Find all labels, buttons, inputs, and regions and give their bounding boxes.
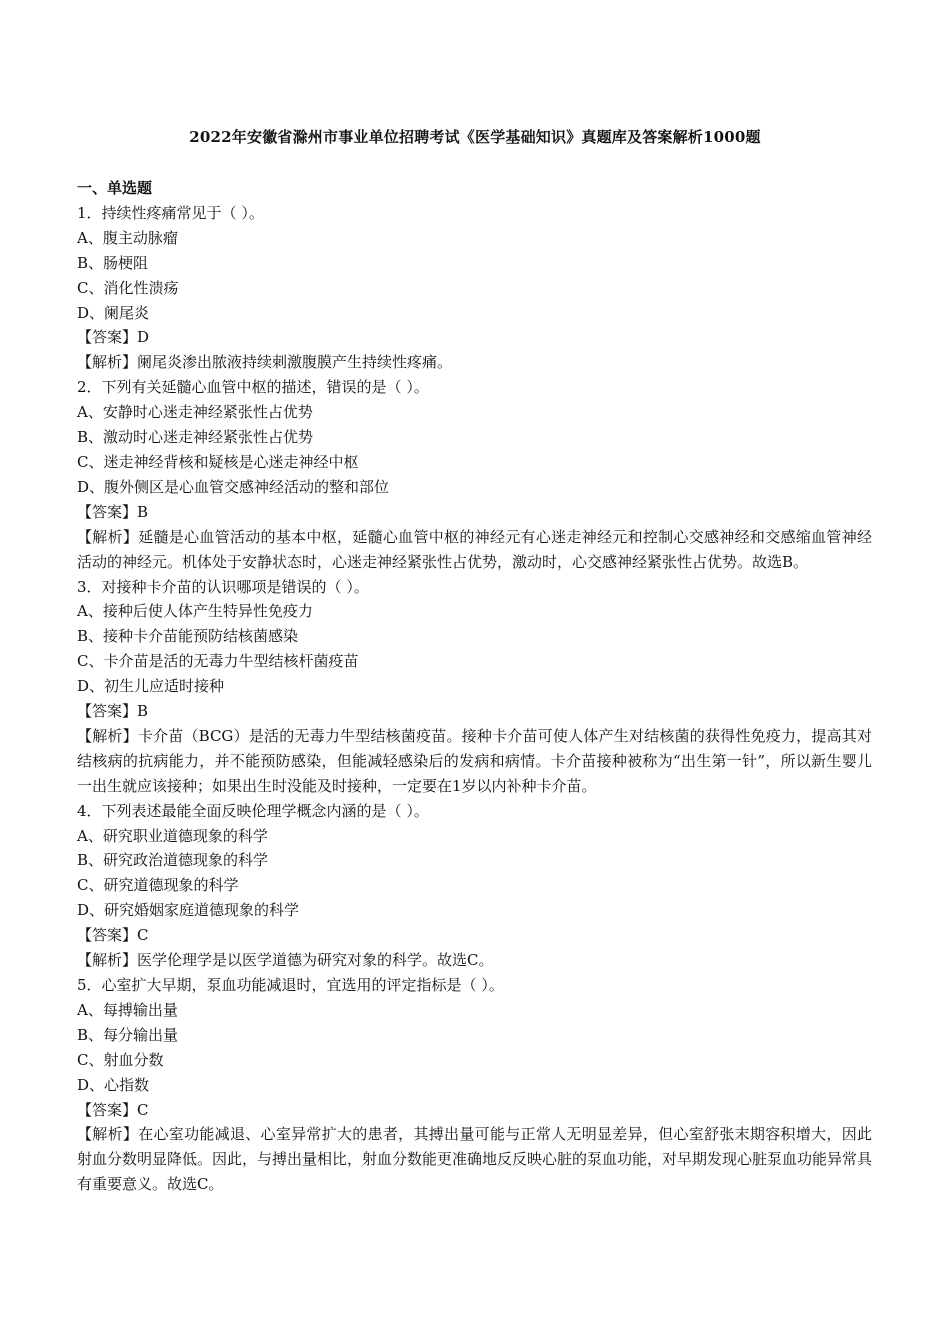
answer-prefix: 【答案】 — [77, 502, 138, 521]
question-block — [77, 575, 872, 799]
question-block — [77, 799, 872, 973]
option-c: C、研究道德现象的科学 — [77, 876, 239, 895]
option-c: C、消化性溃疡 — [77, 278, 179, 297]
explain-prefix: 【解析】 — [77, 353, 138, 372]
answer-line — [77, 923, 872, 948]
answer-line — [77, 699, 872, 724]
option-b: B、激动时心迷走神经紧张性占优势 — [77, 428, 314, 447]
answer-value: B — [137, 702, 149, 721]
answer-prefix: 【答案】 — [77, 328, 138, 347]
option-a: A、安静时心迷走神经紧张性占优势 — [77, 403, 313, 422]
option-a: A、每搏输出量 — [77, 1000, 178, 1019]
option-a: A、研究职业道德现象的科学 — [77, 826, 268, 845]
explanation-text: 在心室功能减退、心室异常扩大的患者，其搏出量可能与正常人无明显差异，但心室舒张末期容积增大，因此射血分数明显降低。因此，与搏出量相比，射血分数能更准确地反反映心脏的泵血功能，对早期发现心脏泵血功能异常具有重要意义。故选C。 — [77, 1125, 873, 1194]
question-block — [77, 375, 872, 574]
answer-line — [77, 325, 872, 350]
section-heading: 一、单选题 — [77, 179, 153, 197]
document-title: 2022年安徽省滁州市事业单位招聘考试《医学基础知识》真题库及答案解析1000题 — [189, 128, 761, 146]
explanation — [77, 948, 872, 973]
answer-value: B — [137, 502, 149, 521]
explanation — [77, 350, 872, 375]
answer-prefix: 【答案】 — [77, 702, 138, 721]
option-d: D、腹外侧区是心血管交感神经活动的整和部位 — [77, 477, 390, 496]
explanation — [77, 1122, 872, 1197]
question-stem: 4．下列表述最能全面反映伦理学概念内涵的是（ ）。 — [77, 801, 429, 820]
explain-prefix: 【解析】 — [77, 726, 138, 745]
explanation — [77, 525, 872, 575]
answer-value: C — [137, 1100, 149, 1119]
explain-prefix: 【解析】 — [77, 1125, 139, 1144]
option-b: B、接种卡介苗能预防结核菌感染 — [77, 627, 299, 646]
option-a: A、腹主动脉瘤 — [77, 228, 178, 247]
question-stem: 3．对接种卡介苗的认识哪项是错误的（ ）。 — [77, 577, 369, 596]
question-stem: 5．心室扩大早期，泵血功能减退时，宜选用的评定指标是（ ）。 — [77, 976, 504, 994]
explanation-text: 卡介苗（BCG）是活的无毒力牛型结核菌疫苗。接种卡介苗可使人体产生对结核菌的获得性免疫力，提高其对结核病的抗病能力，并不能预防感染，但能减轻感染后的发病和病情。卡介苗接种被称为“出生第一针”，所以新生婴儿一出生就应该接种；如果出生时没能及时接种，一定要在1岁以内补种卡介苗。 — [77, 726, 872, 795]
answer-prefix: 【答案】 — [77, 926, 138, 945]
option-d: D、心指数 — [77, 1075, 150, 1094]
explanation-text: 阑尾炎渗出脓液持续刺激腹膜产生持续性疼痛。 — [137, 353, 453, 372]
option-c: C、射血分数 — [77, 1050, 164, 1069]
option-d: D、研究婚姻家庭道德现象的科学 — [77, 901, 300, 920]
question-block — [77, 973, 872, 1197]
question-block — [77, 201, 872, 375]
explanation-text: 延髓是心血管活动的基本中枢，延髓心血管中枢的神经元有心迷走神经元和控制心交感神经和交感缩血管神经活动的神经元。机体处于安静状态时，心迷走神经紧张性占优势，激动时，心交感神经紧张性占优势。故选B。 — [77, 527, 872, 571]
question-stem: 2．下列有关延髓心血管中枢的描述，错误的是（ ）。 — [77, 378, 429, 397]
explanation-text: 医学伦理学是以医学道德为研究对象的科学。故选C。 — [137, 951, 494, 970]
option-c: C、卡介苗是活的无毒力牛型结核杆菌疫苗 — [77, 652, 359, 671]
explain-prefix: 【解析】 — [77, 527, 139, 546]
option-b: B、肠梗阻 — [77, 253, 149, 272]
option-d: D、初生儿应适时接种 — [77, 677, 225, 696]
answer-prefix: 【答案】 — [77, 1100, 138, 1119]
answer-value: D — [137, 328, 150, 347]
option-d: D、阑尾炎 — [77, 303, 150, 322]
option-b: B、每分输出量 — [77, 1025, 179, 1044]
option-b: B、研究政治道德现象的科学 — [77, 851, 269, 870]
answer-line — [77, 500, 872, 525]
document-body — [77, 176, 872, 1197]
explanation — [77, 724, 872, 799]
explain-prefix: 【解析】 — [77, 951, 138, 970]
answer-value: C — [137, 926, 149, 945]
option-c: C、迷走神经背核和疑核是心迷走神经中枢 — [77, 452, 359, 471]
option-a: A、接种后使人体产生特异性免疫力 — [77, 602, 313, 621]
answer-line — [77, 1098, 872, 1123]
question-stem: 1．持续性疼痛常见于（ ）。 — [77, 203, 264, 222]
